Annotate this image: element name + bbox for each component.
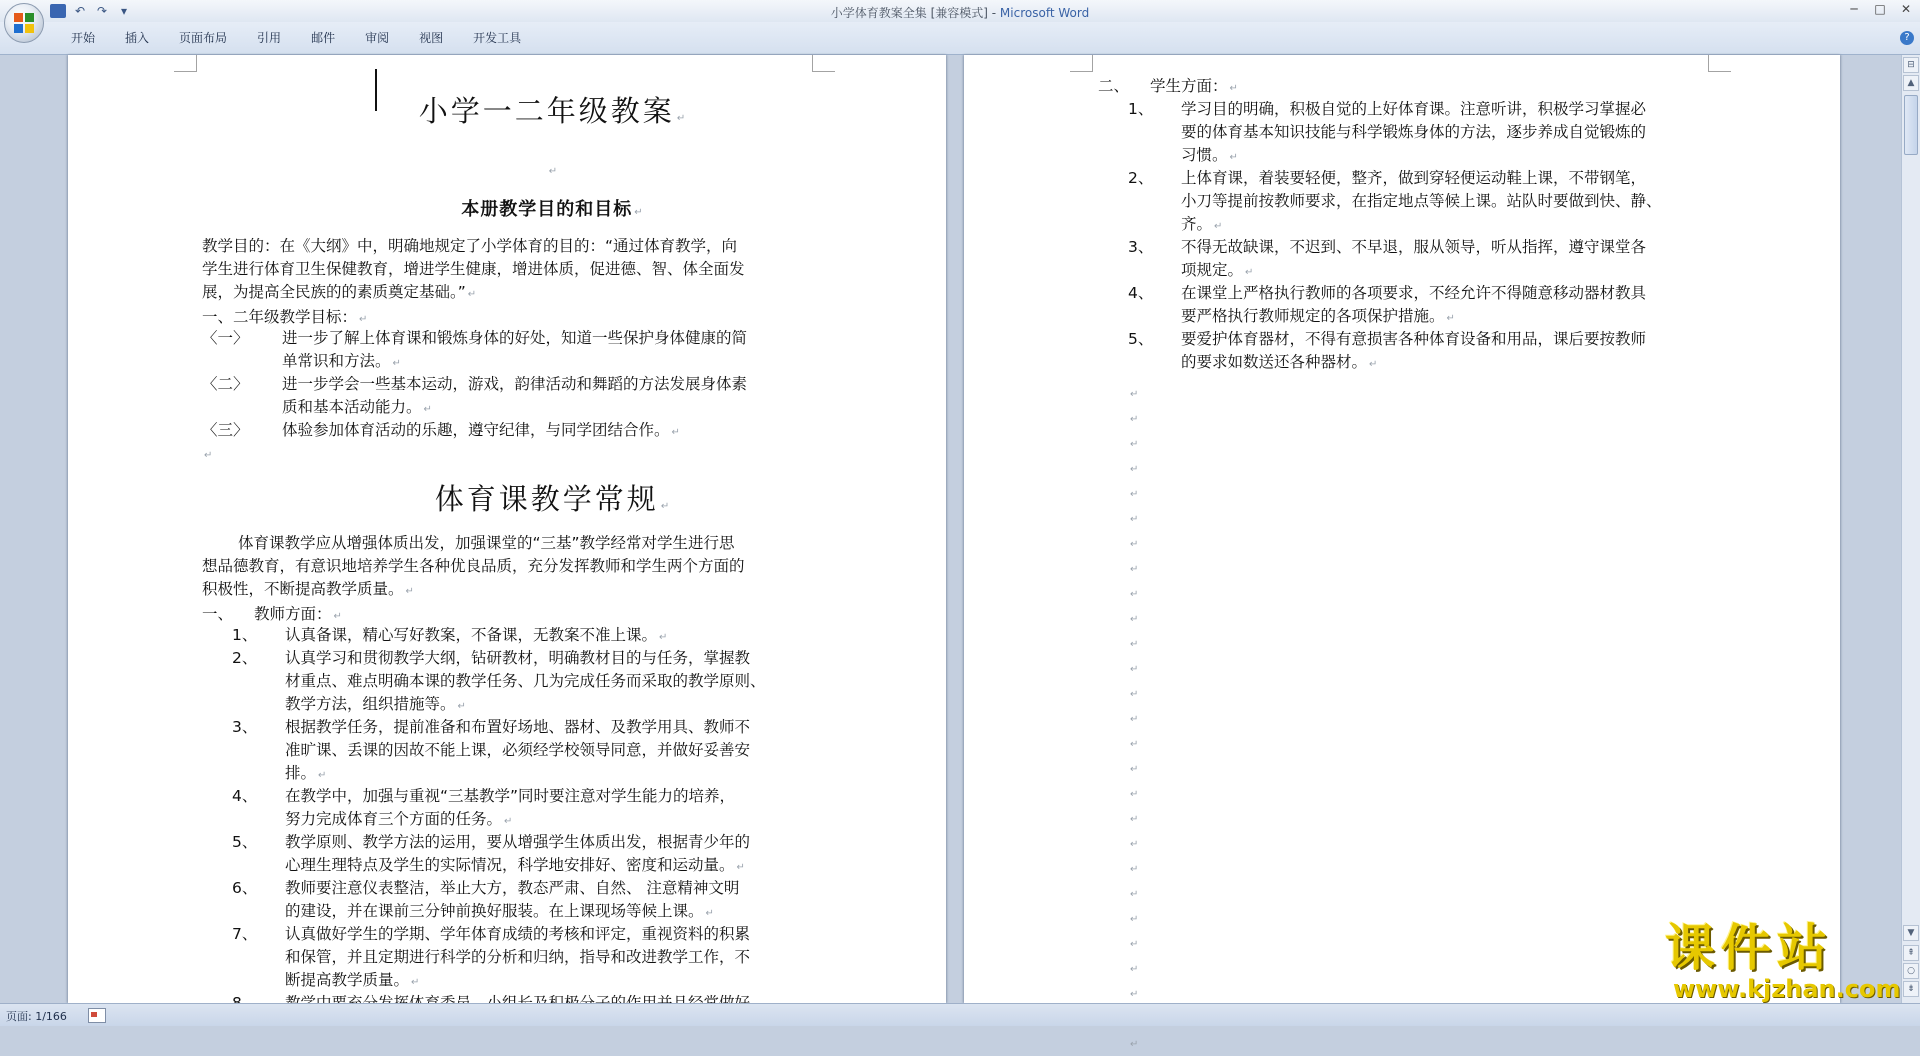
list-text: 材重点、难点明确本课的教学任务、几为完成任务而采取的教学原则、 bbox=[285, 672, 766, 690]
document-title-heading: 小学一二年级教案 ↵ bbox=[418, 94, 686, 128]
paragraph-mark: ↵ bbox=[1130, 489, 1139, 500]
minimize-button[interactable]: ─ bbox=[1850, 2, 1858, 16]
paragraph-mark: ↵ bbox=[1130, 789, 1139, 800]
list-text: 断提高教学质量。 bbox=[285, 971, 410, 989]
list-number: 7、 bbox=[232, 925, 258, 943]
list-item: 2、 认真学习和贯彻教学大纲，钻研教材，明确教材目的与任务，掌握教 材重点、难点明确本课的教学任务、几为完成任务而采取的教学原则、 教学方法，组织措施等。 ↵ bbox=[232, 649, 766, 713]
office-button[interactable] bbox=[4, 3, 44, 43]
title-bar bbox=[0, 0, 1920, 23]
crop-mark bbox=[1708, 55, 1731, 72]
list-text: 教师要注意仪表整洁，举止大方，教态严肃、自然、 注意精神文明 bbox=[285, 879, 740, 897]
list-text: 认真学习和贯彻教学大纲，钻研教材，明确教材目的与任务，掌握教 bbox=[285, 649, 751, 667]
paragraph-mark: ↵ bbox=[1130, 614, 1139, 625]
paragraph-mark: ↵ bbox=[1130, 639, 1139, 650]
page-2[interactable] bbox=[964, 55, 1840, 1050]
list-text: 根据教学任务，提前准备和布置好场地、器材、及教学用具、教师不 bbox=[285, 718, 751, 736]
list-item: 〈一〉 进一步了解上体育课和锻炼身体的好处，知道一些保护身体健康的简 单常识和方法。 ↵ bbox=[202, 329, 748, 370]
list-text: 教学方法，组织措施等。 bbox=[285, 695, 456, 713]
paragraph-mark: ↵ bbox=[1130, 439, 1139, 450]
paragraph-mark: ↵ bbox=[1130, 989, 1139, 1000]
list-text: 齐。 bbox=[1181, 215, 1213, 233]
tab-review[interactable]: 审阅 bbox=[365, 31, 390, 45]
paragraph-mark: ↵ bbox=[1130, 839, 1139, 850]
empty-paragraphs bbox=[1128, 381, 1168, 1056]
paragraph-mark: ↵ bbox=[1130, 589, 1139, 600]
list-number: 1、 bbox=[1128, 100, 1154, 118]
list-number: 3、 bbox=[1128, 238, 1154, 256]
list-text: 要的体育基本知识技能与科学锻炼身体的方法，逐步养成自觉锻炼的 bbox=[1181, 123, 1647, 141]
goals-list bbox=[202, 327, 842, 467]
proofing-icon[interactable] bbox=[88, 1008, 106, 1023]
list-text: 努力完成体育三个方面的任务。 bbox=[285, 810, 503, 828]
paragraph-mark: ↵ bbox=[1130, 1039, 1139, 1050]
blank-paragraph: ↵ bbox=[204, 450, 213, 461]
tab-references[interactable]: 引用 bbox=[257, 31, 282, 45]
list-number: 3、 bbox=[232, 718, 258, 736]
paragraph-mark: ↵ bbox=[1130, 389, 1139, 400]
paragraph-mark: ↵ bbox=[1130, 964, 1139, 975]
list-item: 〈三〉 体验参加体育活动的乐趣，遵守纪律，与同学团结合作。 ↵ bbox=[202, 419, 842, 442]
vertical-scrollbar[interactable] bbox=[1901, 55, 1920, 1003]
list-text: 单常识和方法。 bbox=[282, 352, 391, 370]
student-heading: 学生方面： bbox=[1150, 77, 1228, 95]
list-text: 习惯。 bbox=[1181, 146, 1228, 164]
paragraph-mark: ↵ bbox=[1130, 464, 1139, 475]
text-cursor bbox=[375, 69, 377, 111]
paragraph-mark: ↵ bbox=[1130, 914, 1139, 925]
watermark-brand: 课件站 bbox=[1665, 918, 1833, 977]
tab-home[interactable]: 开始 bbox=[71, 31, 96, 45]
list-item: 3、 不得无故缺课，不迟到、不早退，服从领导，听从指挥，遵守课堂各 项规定。 ↵ bbox=[1128, 238, 1647, 279]
teacher-heading-number: 一、 bbox=[202, 605, 234, 623]
previous-page-icon[interactable]: ⇞ bbox=[1903, 945, 1919, 961]
paragraph-mark: ↵ bbox=[1130, 539, 1139, 550]
ribbon bbox=[0, 22, 1920, 55]
scroll-thumb[interactable] bbox=[1904, 95, 1918, 155]
student-heading-number: 二、 bbox=[1098, 77, 1130, 95]
list-text: 不得无故缺课，不迟到、不早退，服从领导，听从指挥，遵守课堂各 bbox=[1181, 238, 1647, 256]
paragraph-mark: ↵ bbox=[1130, 939, 1139, 950]
window-controls bbox=[1846, 2, 1914, 16]
teacher-heading: 教师方面： bbox=[254, 605, 332, 623]
list-text: 认真做好学生的学期、学年体育成绩的考核和评定，重视资料的积累 bbox=[285, 925, 751, 943]
tab-developer[interactable]: 开发工具 bbox=[473, 31, 522, 45]
paragraph-mark: ↵ bbox=[1130, 664, 1139, 675]
intro-paragraph: 教学目的：在《大纲》中，明确地规定了小学体育的目的：“通过体育教学，向 学生进行体育卫生保健教育，增进学生健康，增进体质，促进德、智、体全面发 展，为提高全民族的的素质奠定基础。” ↵ 一、二年级教学目标： ↵ bbox=[202, 235, 822, 331]
page-1[interactable] bbox=[68, 55, 946, 1003]
tab-mailings[interactable]: 邮件 bbox=[311, 31, 336, 45]
intro-line: 展，为提高全民族的的素质奠定基础。” bbox=[202, 283, 466, 301]
watermark-url: www.kjzhan.com bbox=[1673, 975, 1901, 1003]
list-item: 3、 根据教学任务，提前准备和布置好场地、器材、及教学用具、教师不 准旷课、丢课的因故不能上课，必须经学校领导同意，并做好妥善安 排。 ↵ bbox=[232, 718, 751, 782]
redo-icon[interactable]: ↷ bbox=[96, 4, 108, 18]
list-number: 4、 bbox=[232, 787, 258, 805]
list-text: 教学原则、教学方法的运用，要从增强学生体质出发，根据青少年的 bbox=[285, 833, 751, 851]
tab-view[interactable]: 视图 bbox=[419, 31, 444, 45]
student-list bbox=[1128, 98, 1768, 374]
list-number: 4、 bbox=[1128, 284, 1154, 302]
ribbon-tabs bbox=[60, 30, 540, 46]
section-intro-line: 积极性，不断提高教学质量。 bbox=[202, 580, 404, 598]
tab-page-layout[interactable]: 页面布局 bbox=[179, 31, 228, 45]
list-item: 1、 学习目的明确，积极自觉的上好体育课。注意听讲，积极学习掌握必 要的体育基本知识技能与科学锻炼身体的方法，逐步养成自觉锻炼的 习惯。 ↵ bbox=[1128, 100, 1647, 164]
document-title: 小学体育教案全集 [兼容模式] - bbox=[830, 6, 1000, 20]
list-text: 要爱护体育器材，不得有意损害各种体育设备和用品，课后要按教师 bbox=[1181, 330, 1647, 348]
goal-heading: 一、二年级教学目标： bbox=[202, 308, 358, 326]
list-item: 2、 上体育课，着装要轻便，整齐，做到穿轻便运动鞋上课，不带钢笔， 小刀等提前按教师要求，在指定地点等候上课。站队时要做到快、静、 齐。 ↵ bbox=[1128, 169, 1662, 233]
maximize-button[interactable]: □ bbox=[1874, 2, 1886, 16]
list-number: 〈二〉 bbox=[202, 375, 249, 393]
list-number: 〈一〉 bbox=[202, 329, 249, 347]
app-name: Microsoft Word bbox=[999, 6, 1090, 20]
next-page-icon[interactable]: ⇟ bbox=[1903, 981, 1919, 997]
crop-mark bbox=[174, 55, 197, 72]
list-text: 和保管，并且定期进行科学的分析和归纳，指导和改进教学工作，不 bbox=[285, 948, 751, 966]
close-button[interactable]: ✕ bbox=[1900, 2, 1912, 16]
page-count[interactable]: 页面: 1/166 bbox=[6, 1010, 67, 1023]
list-text: 项规定。 bbox=[1181, 261, 1244, 279]
paragraph-mark: ↵ bbox=[1130, 714, 1139, 725]
paragraph-mark: ↵ bbox=[1130, 764, 1139, 775]
teacher-list bbox=[232, 624, 872, 1015]
list-text: 上体育课，着装要轻便，整齐，做到穿轻便运动鞋上课，不带钢笔， bbox=[1181, 169, 1647, 187]
section-intro-line: 想品德教育，有意识地培养学生各种优良品质，充分发挥教师和学生两个方面的 bbox=[202, 557, 745, 575]
list-item: 4、 在课堂上严格执行教师的各项要求，不经允许不得随意移动器材教具 要严格执行教师规定的各项保护措施。 ↵ bbox=[1128, 284, 1647, 325]
subtitle: 本册教学目的和目标 ↵ bbox=[461, 199, 643, 220]
list-number: 5、 bbox=[1128, 330, 1154, 348]
list-text: 在课堂上严格执行教师的各项要求，不经允许不得随意移动器材教具 bbox=[1181, 284, 1647, 302]
help-icon[interactable]: ? bbox=[1900, 31, 1914, 45]
intro-line: 学生进行体育卫生保健教育，增进学生健康，增进体质，促进德、智、体全面发 bbox=[202, 260, 745, 278]
intro-line: 教学目的：在《大纲》中，明确地规定了小学体育的目的：“通过体育教学，向 bbox=[202, 237, 738, 255]
list-text: 体验参加体育活动的乐趣，遵守纪律，与同学团结合作。 bbox=[282, 421, 670, 439]
section-title-text: 体育课教学常规 bbox=[434, 482, 659, 516]
paragraph-mark: ↵ bbox=[1130, 414, 1139, 425]
list-text: 小刀等提前按教师要求，在指定地点等候上课。站队时要做到快、静、 bbox=[1181, 192, 1662, 210]
list-text: 进一步了解上体育课和锻炼身体的好处，知道一些保护身体健康的简 bbox=[282, 329, 748, 347]
section-intro: 体育课教学应从增强体质出发，加强课堂的“三基”教学经常对学生进行思 想品德教育，有意识地培养学生各种优良品质，充分发挥教师和学生两个方面的 积极性，不断提高教学质量。 ↵ 一、 教师方面： ↵ bbox=[202, 532, 842, 626]
paragraph-mark: ↵ bbox=[1130, 739, 1139, 750]
list-number: 1、 bbox=[232, 626, 258, 644]
list-item: 5、 教学原则、教学方法的运用，要从增强学生体质出发，根据青少年的 心理生理特点及学生的实际情况，科学地安排好、密度和运动量。 ↵ bbox=[232, 833, 751, 874]
list-text: 学习目的明确，积极自觉的上好体育课。注意听讲，积极学习掌握必 bbox=[1181, 100, 1647, 118]
list-text: 质和基本活动能力。 bbox=[282, 398, 422, 416]
list-number: 〈三〉 bbox=[202, 421, 249, 439]
paragraph-mark: ↵ bbox=[1130, 689, 1139, 700]
office-logo-icon bbox=[14, 13, 34, 33]
list-number: 2、 bbox=[1128, 169, 1154, 187]
status-bar bbox=[0, 1003, 1920, 1026]
tab-insert[interactable]: 插入 bbox=[125, 31, 150, 45]
customize-toolbar-icon[interactable]: ▾ bbox=[120, 4, 128, 18]
paragraph-mark: ↵ bbox=[1130, 564, 1139, 575]
paragraph-mark: ↵ bbox=[1130, 864, 1139, 875]
list-item: 1、 认真备课，精心写好教案，不备课，无教案不准上课。 ↵ bbox=[232, 624, 872, 647]
paragraph-mark: ↵ bbox=[1130, 514, 1139, 525]
section-title: 体育课教学常规 ↵ bbox=[434, 482, 670, 516]
list-text: 的要求如数送还各种器材。 bbox=[1181, 353, 1368, 371]
list-item: 5、 要爱护体育器材，不得有意损害各种体育设备和用品，课后要按教师 的要求如数送还各种器材。 ↵ bbox=[1128, 330, 1647, 371]
list-text: 的建设，并在课前三分钟前换好服装。在上课现场等候上课。 bbox=[285, 902, 704, 920]
doc-heading-title: 小学一二年级教案 bbox=[418, 94, 675, 128]
crop-mark bbox=[812, 55, 835, 72]
list-text: 在教学中，加强与重视“三基教学”同时要注意对学生能力的培养， bbox=[285, 787, 736, 805]
list-item: 4、 在教学中，加强与重视“三基教学”同时要注意对学生能力的培养， 努力完成体育三个方面的任务。 ↵ bbox=[232, 787, 736, 828]
list-item: 6、 教师要注意仪表整洁，举止大方，教态严肃、自然、 注意精神文明 的建设，并在课前三分钟前换好服装。在上课现场等候上课。 ↵ bbox=[232, 879, 740, 920]
watermark bbox=[1665, 918, 1905, 1003]
list-number: 5、 bbox=[232, 833, 258, 851]
undo-icon[interactable]: ↶ bbox=[74, 4, 86, 18]
select-browse-object-icon[interactable]: ○ bbox=[1903, 963, 1919, 979]
list-text: 要严格执行教师规定的各项保护措施。 bbox=[1181, 307, 1445, 325]
crop-mark bbox=[1070, 55, 1093, 72]
student-heading-row: 二、 学生方面： ↵ bbox=[1098, 77, 1238, 95]
list-text: 认真备课，精心写好教案，不备课，无教案不准上课。 bbox=[285, 626, 658, 644]
scroll-up-icon[interactable]: ▲ bbox=[1903, 75, 1919, 91]
list-text: 排。 bbox=[285, 764, 317, 782]
list-item: 〈二〉 进一步学会一些基本运动，游戏，韵律活动和舞蹈的方法发展身体素 质和基本活动能力。 ↵ bbox=[202, 375, 748, 416]
blank-paragraph: ↵ bbox=[548, 166, 558, 177]
paragraph-mark: ↵ bbox=[1130, 889, 1139, 900]
paragraph-mark: ↵ bbox=[1130, 814, 1139, 825]
section-intro-line: 体育课教学应从增强体质出发，加强课堂的“三基”教学经常对学生进行思 bbox=[238, 534, 735, 552]
list-number: 2、 bbox=[232, 649, 258, 667]
list-number: 6、 bbox=[232, 879, 258, 897]
list-text: 准旷课、丢课的因故不能上课，必须经学校领导同意，并做好妥善安 bbox=[285, 741, 751, 759]
list-item: 7、 认真做好学生的学期、学年体育成绩的考核和评定，重视资料的积累 和保管，并且定期进行科学的分析和归纳，指导和改进教学工作，不 断提高教学质量。 ↵ bbox=[232, 925, 751, 989]
list-text: 进一步学会一些基本运动，游戏，韵律活动和舞蹈的方法发展身体素 bbox=[282, 375, 748, 393]
subtitle-text: 本册教学目的和目标 bbox=[461, 199, 633, 220]
scroll-down-icon[interactable]: ▼ bbox=[1903, 925, 1919, 941]
list-text: 心理生理特点及学生的实际情况，科学地安排好、密度和运动量。 bbox=[285, 856, 735, 874]
window-title bbox=[0, 4, 1920, 21]
ruler-toggle-icon[interactable]: ⊟ bbox=[1903, 57, 1919, 73]
